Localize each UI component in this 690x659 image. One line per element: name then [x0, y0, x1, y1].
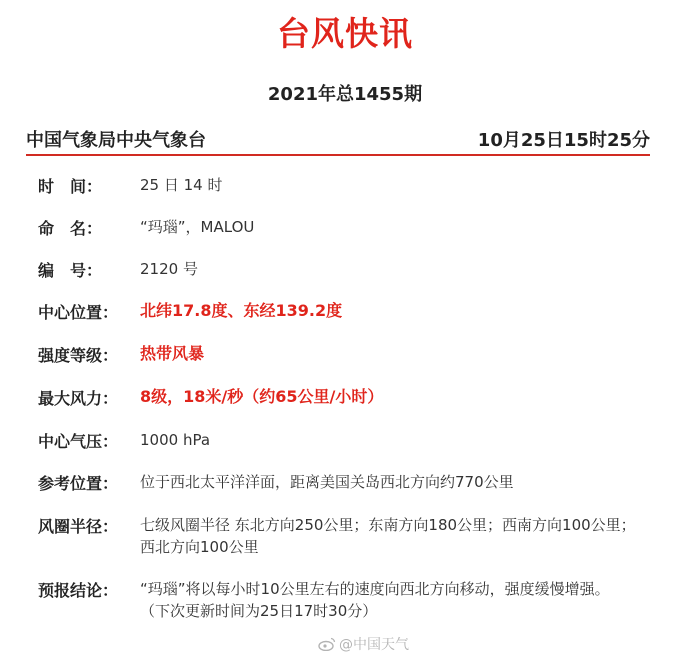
field-value: 热带风暴 [140, 344, 205, 363]
field-label: 参考位置： [38, 474, 119, 493]
issue-number: 2021年总1455期 [267, 84, 423, 105]
field-label: 中心位置： [38, 303, 119, 322]
field-label: 中心气压： [38, 432, 119, 451]
field-value: 北纬17.8度、东经139.2度 [140, 301, 343, 320]
field-label: 时 间： [38, 177, 103, 196]
weibo-icon [318, 637, 336, 651]
field-label: 命 名： [38, 219, 103, 238]
header-row [26, 124, 650, 156]
watermark [318, 634, 409, 654]
field-value: “玛瑙”，MALOU [140, 218, 255, 236]
field-value [140, 578, 650, 622]
field-value: 位于西北太平洋洋面，距离美国关岛西北方向约770公里 [140, 473, 514, 491]
field-value: 七级风圈半径 东北方向250公里；东南方向180公里；西南方向100公里；西北方向100公里 [140, 516, 636, 556]
field-label: 最大风力： [38, 389, 119, 408]
page-title: 台风快讯 [277, 14, 413, 53]
field-label: 预报结论： [38, 581, 119, 600]
field-label: 强度等级： [38, 346, 119, 365]
release-datetime: 10月25日15时25分 [477, 130, 650, 151]
field-label: 风圈半径： [38, 517, 119, 536]
field-value: 2120 号 [140, 260, 198, 278]
field-label: 编 号： [38, 261, 103, 280]
watermark-text: @中国天气 [339, 637, 409, 653]
forecast-text: “玛瑙”将以每小时10公里左右的速度向西北方向移动，强度缓慢增强。 [140, 580, 610, 598]
agency-name: 中国气象局中央气象台 [26, 130, 206, 151]
field-value: 1000 hPa [140, 431, 211, 449]
field-value: 8级，18米/秒（约65公里/小时） [140, 387, 384, 406]
field-value: 25 日 14 时 [140, 176, 223, 194]
next-update-note: （下次更新时间为25日17时30分） [140, 602, 378, 620]
